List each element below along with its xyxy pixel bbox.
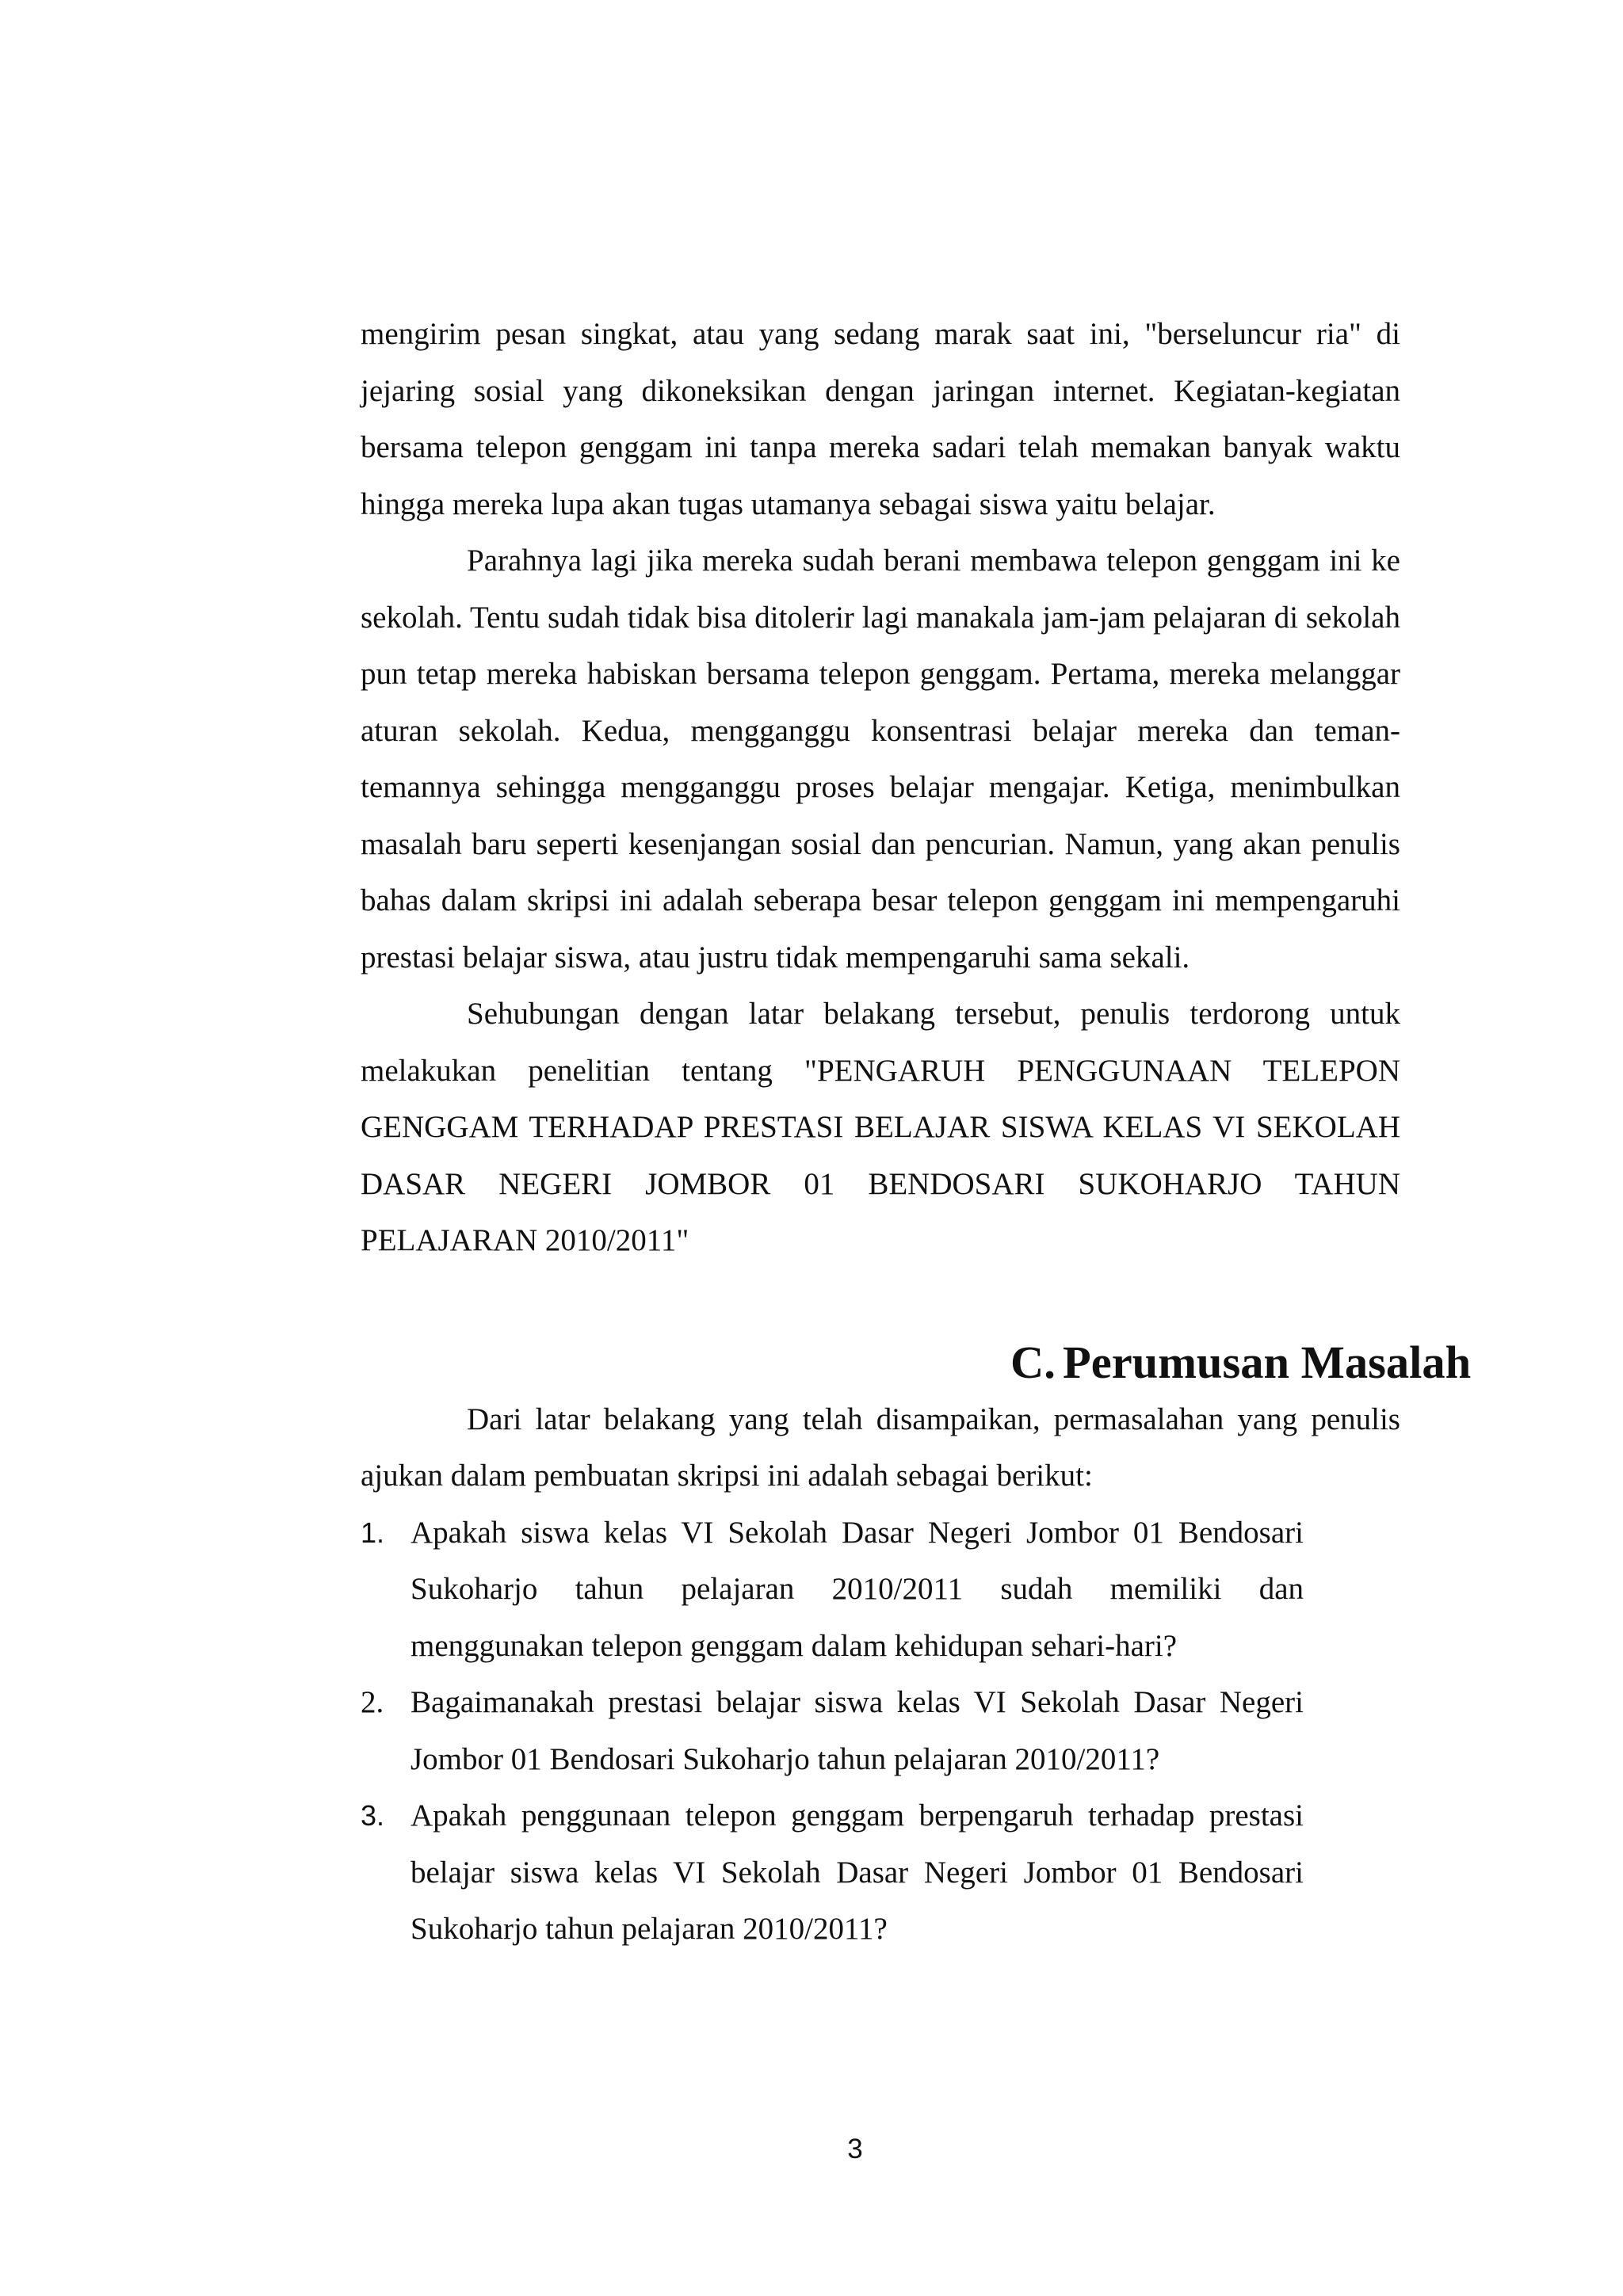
list-number: 1. [361, 1516, 385, 1549]
section-title: Perumusan Masalah [1063, 1336, 1472, 1388]
section-intro: Dari latar belakang yang telah disampaikan, permasalahan yang penulis ajukan dalam pembuatan skripsi ini adalah sebagai berikut: [361, 1402, 1400, 1493]
paragraph-3: Sehubungan dengan latar belakang tersebut, penulis terdorong untuk melakukan penelitian tentang "PENGARUH PENGGUNAAN TELEPON GENGGAM TERHADAP PRESTASI BELAJAR SISWA KELAS VI SEKOLAH DASAR NEGERI JOMBOR 01 BENDOSARI SUKOHARJO TAHUN PELAJARAN 2010/2011" [361, 997, 1400, 1257]
list-item [361, 1674, 1304, 1787]
page-number: 3 [847, 2134, 863, 2164]
list-text: Apakah penggunaan telepon genggam berpengaruh terhadap prestasi belajar siswa kelas VI Sekolah Dasar Negeri Jombor 01 Bendosari Sukoharjo tahun pelajaran 2010/2011? [411, 1798, 1304, 1946]
list-text: Apakah siswa kelas VI Sekolah Dasar Negeri Jombor 01 Bendosari Sukoharjo tahun pelajaran 2010/2011 sudah memiliki dan menggunakan telepon genggam dalam kehidupan sehari-hari? [411, 1515, 1304, 1663]
list-number: 2. [361, 1685, 384, 1719]
list-number: 3. [361, 1799, 385, 1832]
page-body [361, 306, 1472, 1958]
section-heading [361, 1334, 1472, 1391]
paragraph-1: mengirim pesan singkat, atau yang sedang marak saat ini, "berseluncur ria" di jejaring sosial yang dikoneksikan dengan jaringan internet. Kegiatan-kegiatan bersama telepon genggam ini tanpa mereka sadari telah memakan banyak waktu hingga mereka lupa akan tugas utamanya sebagai siswa yaitu belajar. [361, 317, 1400, 521]
list-item [361, 1787, 1304, 1958]
list-item [361, 1505, 1304, 1675]
section-letter: C. [1010, 1336, 1056, 1388]
paragraph-2: Parahnya lagi jika mereka sudah berani membawa telepon genggam ini ke sekolah. Tentu sudah tidak bisa ditolerir lagi manakala jam-jam pelajaran di sekolah pun tetap mereka habiskan bersama telepon genggam. Pertama, mereka melanggar aturan sekolah. Kedua, mengganggu konsentrasi belajar mereka dan teman-temannya sehingga mengganggu proses belajar mengajar. Ketiga, menimbulkan masalah baru seperti kesenjangan sosial dan pencurian. Namun, yang akan penulis bahas dalam skripsi ini adalah seberapa besar telepon genggam ini mempengaruhi prestasi belajar siswa, atau justru tidak mempengaruhi sama sekali. [361, 543, 1400, 974]
list-text: Bagaimanakah prestasi belajar siswa kelas VI Sekolah Dasar Negeri Jombor 01 Bendosari Sukoharjo tahun pelajaran 2010/2011? [411, 1685, 1304, 1776]
problem-list [361, 1505, 1304, 1958]
